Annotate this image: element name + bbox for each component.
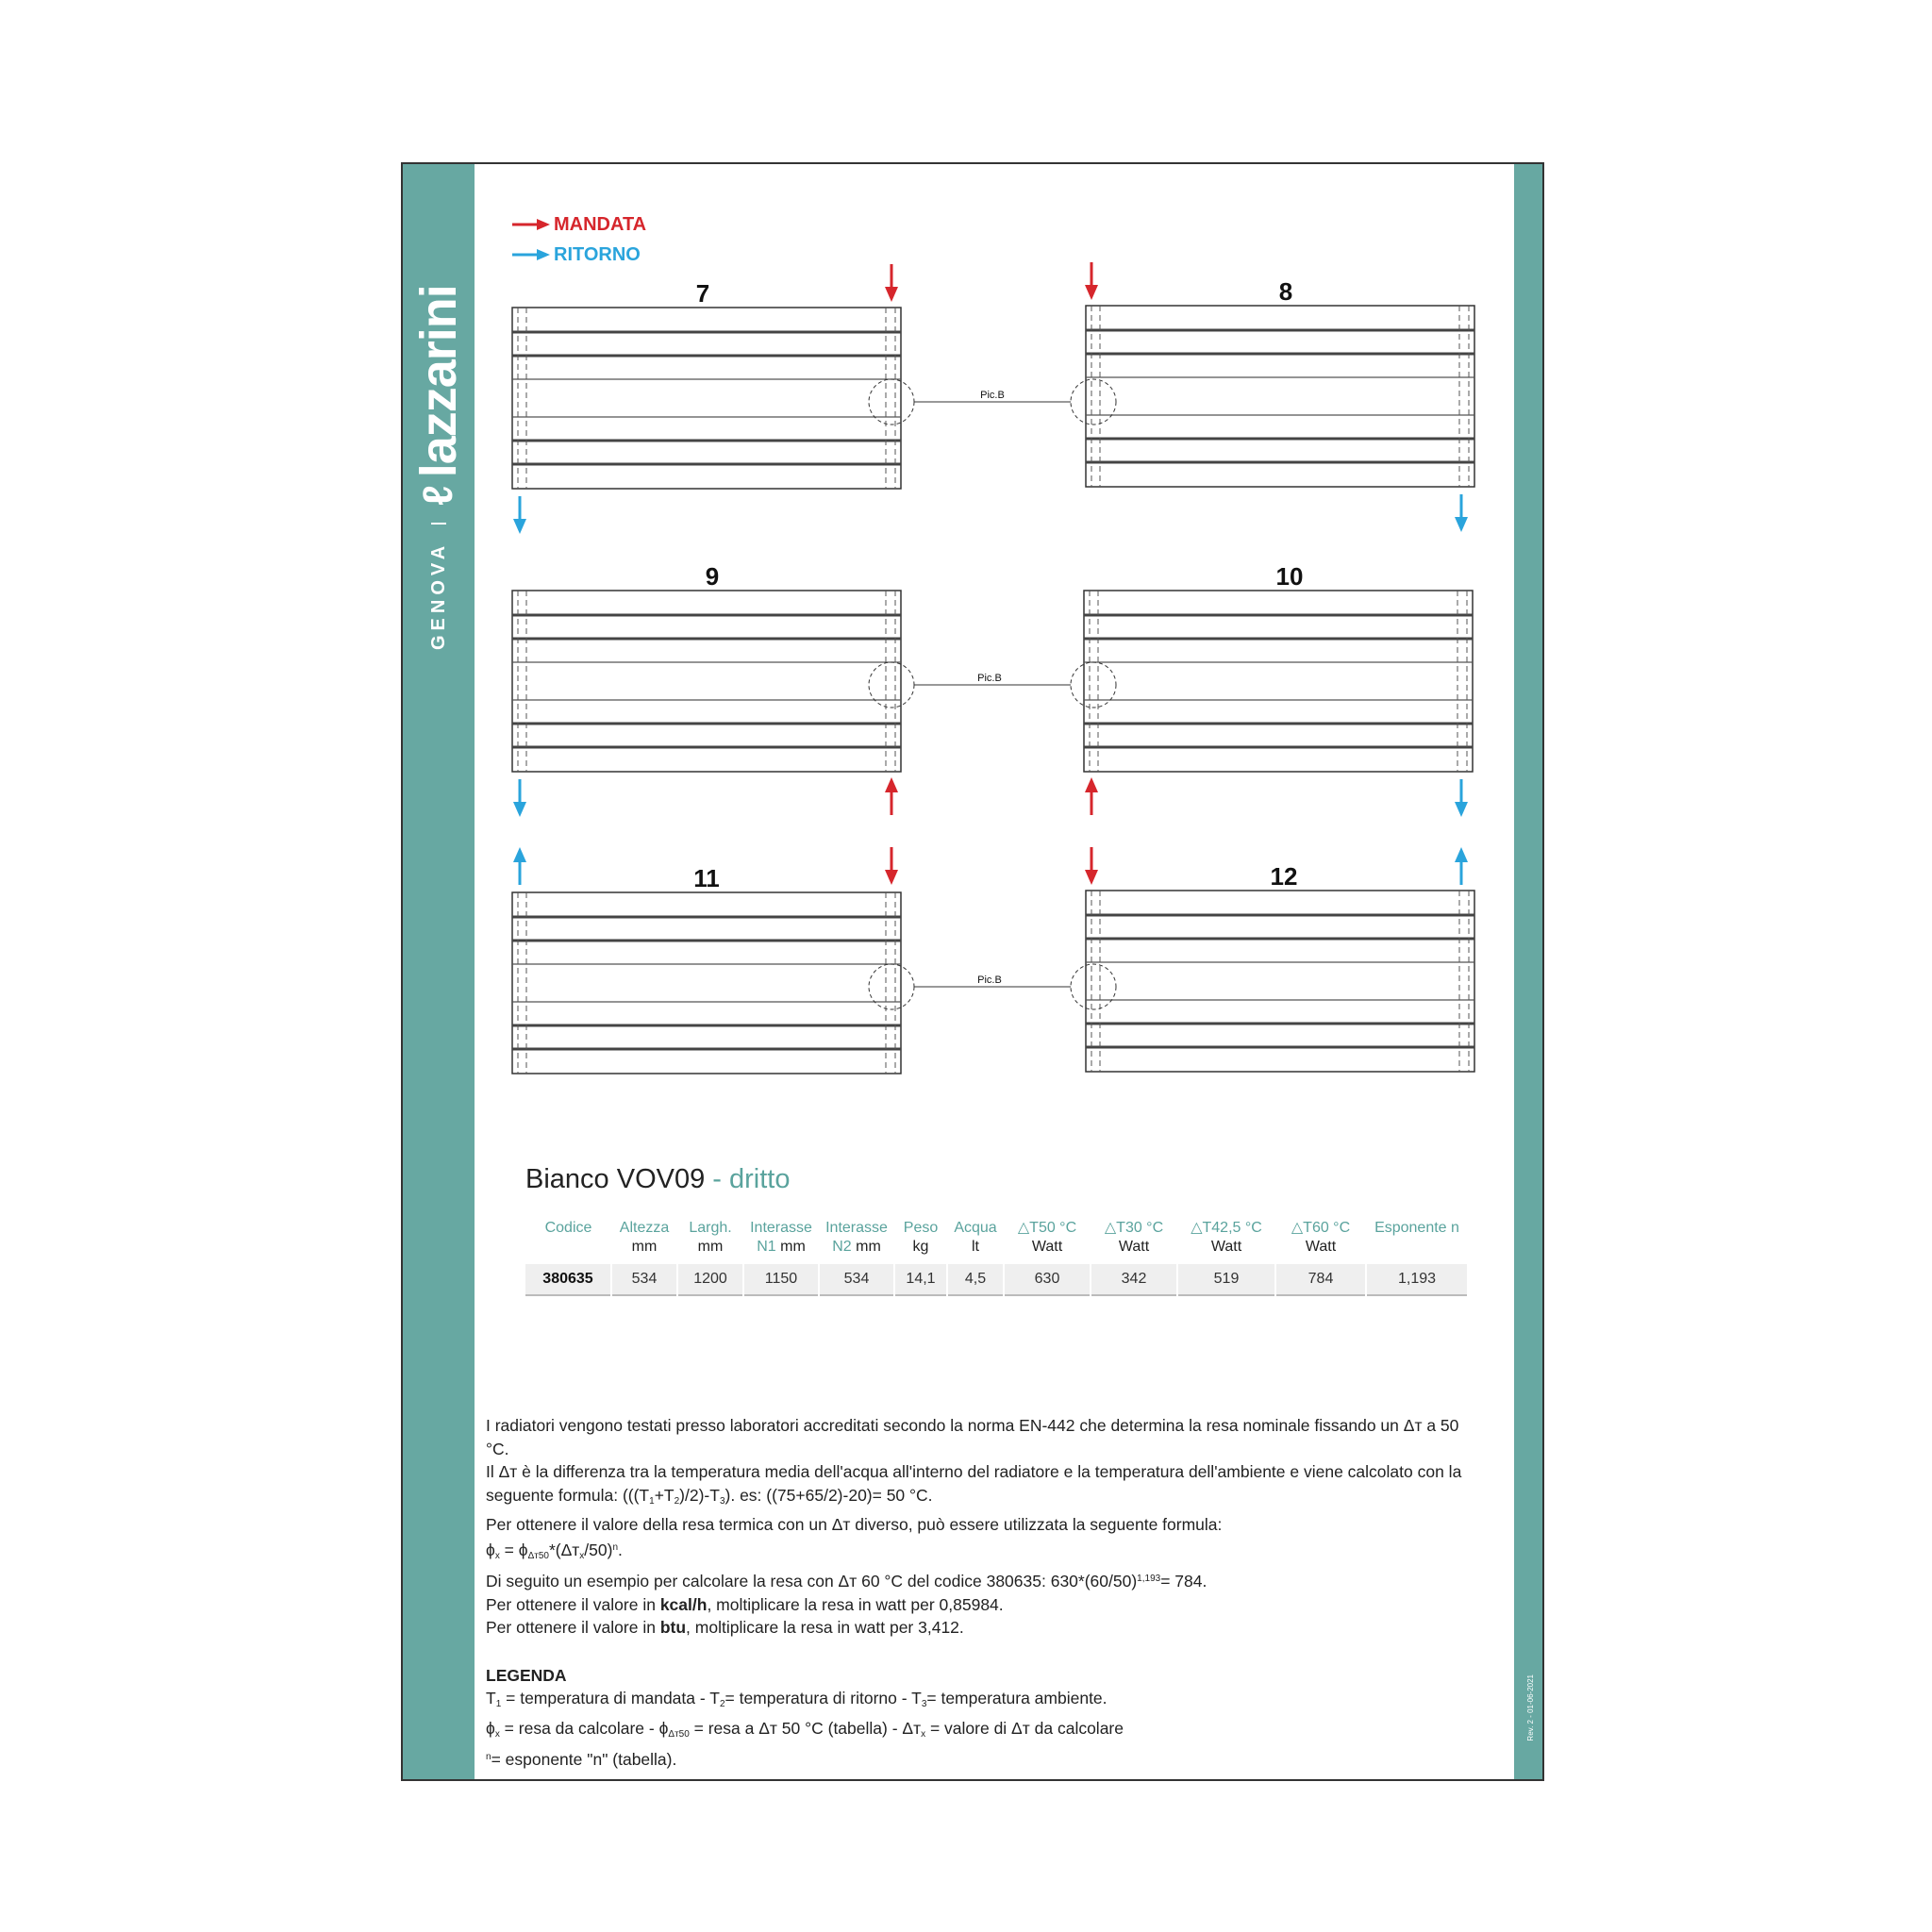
cell-acqua: 4,5 <box>947 1264 1004 1295</box>
note-formula-intro: Per ottenere il valore della resa termica con un Δт diverso, può essere utilizzata la seguente formula: <box>486 1515 1223 1534</box>
diagram-8 <box>1071 262 1474 532</box>
detail-label: Pic.B <box>980 390 1005 401</box>
legenda-line-2: $\phi_x$ = resa da calcolare - $\phi_{\Delta т50}$ = resa a Δт 50 °C (tabella) - $\Delta т_x$ = valore di Δт da calcolare <box>486 1718 1124 1740</box>
diagram-8-number: 8 <box>1278 277 1293 306</box>
cell-dt42: 519 <box>1177 1264 1275 1295</box>
legenda-title: LEGENDA <box>486 1665 567 1685</box>
col-acqua: Acqua lt <box>954 1220 997 1255</box>
note-example: Di seguito un esempio per calcolare la resa con Δт 60 °C del codice 380635: $630*(60/50)^{1,193}= 784$. <box>486 1572 1208 1591</box>
col-esponente: Esponente n <box>1374 1220 1459 1236</box>
legenda-line-1: $T_1$ = temperatura di mandata - $T_2=$ temperatura di ritorno - $T_3=$ temperatura ambiente. <box>486 1689 1108 1709</box>
note-kcal: Per ottenere il valore in kcal/h, moltiplicare la resa in watt per 0,85984. <box>486 1594 1004 1614</box>
cell-altezza: 534 <box>611 1264 677 1295</box>
col-dt50: △T50 °C Watt <box>1017 1220 1077 1255</box>
diagram-9 <box>512 562 914 817</box>
col-altezza: Altezza mm <box>619 1220 670 1255</box>
product-variant: - dritto <box>712 1164 791 1194</box>
table-row <box>525 1264 1468 1295</box>
cell-esponente: 1,193 <box>1366 1264 1468 1295</box>
outlet-blue-arrow-icon <box>513 496 526 534</box>
spec-table <box>525 1219 1469 1296</box>
diagram-9-number: 9 <box>705 562 720 591</box>
connection-diagrams <box>403 164 1542 1108</box>
inlet-red-arrow-icon <box>885 264 898 302</box>
col-dt60: △T60 °C Watt <box>1291 1220 1351 1255</box>
cell-peso: 14,1 <box>894 1264 947 1295</box>
inlet-red-arrow-icon <box>1085 262 1098 300</box>
detail-label: Pic.B <box>977 974 1002 986</box>
brand-name: lazzarini <box>410 285 467 478</box>
cell-larghezza: 1200 <box>677 1264 743 1295</box>
brand-logo-icon: ℓ <box>415 485 461 506</box>
revision-label: Rev. 2 - 01-06-2021 <box>1526 1674 1535 1741</box>
note-test-standard: I radiatori vengono testati presso laboratori accreditati secondo la norma EN-442 che determina la resa nominale fissando un Δт a 50 °C. <box>486 1416 1459 1458</box>
col-larghezza: Largh. mm <box>689 1220 732 1255</box>
diagram-7 <box>512 264 914 534</box>
legenda-line-3: $^n$= esponente "n" (tabella). <box>486 1750 677 1769</box>
col-interasse-n1: Interasse N1 mm <box>750 1220 812 1255</box>
col-dt42: △T42,5 °C Watt <box>1191 1220 1262 1255</box>
note-btu: Per ottenere il valore in btu, moltiplicare la resa in watt per 3,412. <box>486 1618 964 1637</box>
col-codice: Codice <box>544 1220 592 1236</box>
diagram-10 <box>1071 562 1473 817</box>
cell-interasse-n2: 534 <box>819 1264 894 1295</box>
legend-ritorno-label: RITORNO <box>554 243 641 265</box>
outlet-blue-arrow-icon <box>1455 847 1468 885</box>
inlet-red-arrow-icon <box>885 847 898 885</box>
product-name: Bianco VOV09 <box>525 1164 706 1194</box>
diagram-12-number: 12 <box>1270 862 1298 891</box>
outlet-blue-arrow-icon <box>1455 494 1468 532</box>
col-interasse-n2: Interasse N2 mm <box>825 1220 888 1255</box>
detail-label: Pic.B <box>977 673 1002 684</box>
diagram-10-number: 10 <box>1275 562 1304 591</box>
diagram-11 <box>512 847 914 1074</box>
outlet-blue-arrow-icon <box>1455 779 1468 817</box>
col-dt30: △T30 °C Watt <box>1104 1220 1164 1255</box>
document-page <box>401 162 1544 1781</box>
brand-city: GENOVA <box>427 541 449 650</box>
outlet-blue-arrow-icon <box>513 847 526 885</box>
spec-table-header <box>525 1219 1468 1264</box>
outlet-blue-arrow-icon <box>513 779 526 817</box>
col-peso: Peso kg <box>903 1220 939 1255</box>
cell-dt50: 630 <box>1004 1264 1091 1295</box>
cell-interasse-n1: 1150 <box>743 1264 819 1295</box>
cell-dt60: 784 <box>1275 1264 1366 1295</box>
product-title <box>525 1164 790 1195</box>
cell-codice: 380635 <box>525 1264 611 1295</box>
note-delta-definition: Il Δт è la differenza tra la temperatura media dell'acqua all'interno del radiatore e la temperatura dell'ambiente e viene calcolato con la seguente formula: $(((T_1+T_2)/2)-T_3)$. es: ((75+65/2)-20)= 50 °C. <box>486 1462 1462 1507</box>
diagram-12 <box>1071 847 1474 1072</box>
note-formula: $\phi_x = \phi_{\Delta т50}*(\Delta т_x/50)^n$. <box>486 1540 623 1561</box>
inlet-red-arrow-icon <box>885 777 898 815</box>
cell-dt30: 342 <box>1091 1264 1177 1295</box>
legend-mandata-label: MANDATA <box>554 213 647 235</box>
inlet-red-arrow-icon <box>1085 847 1098 885</box>
diagram-11-number: 11 <box>693 864 720 892</box>
inlet-red-arrow-icon <box>1085 777 1098 815</box>
diagram-7-number: 7 <box>695 279 710 308</box>
technical-notes <box>486 1414 1486 1772</box>
